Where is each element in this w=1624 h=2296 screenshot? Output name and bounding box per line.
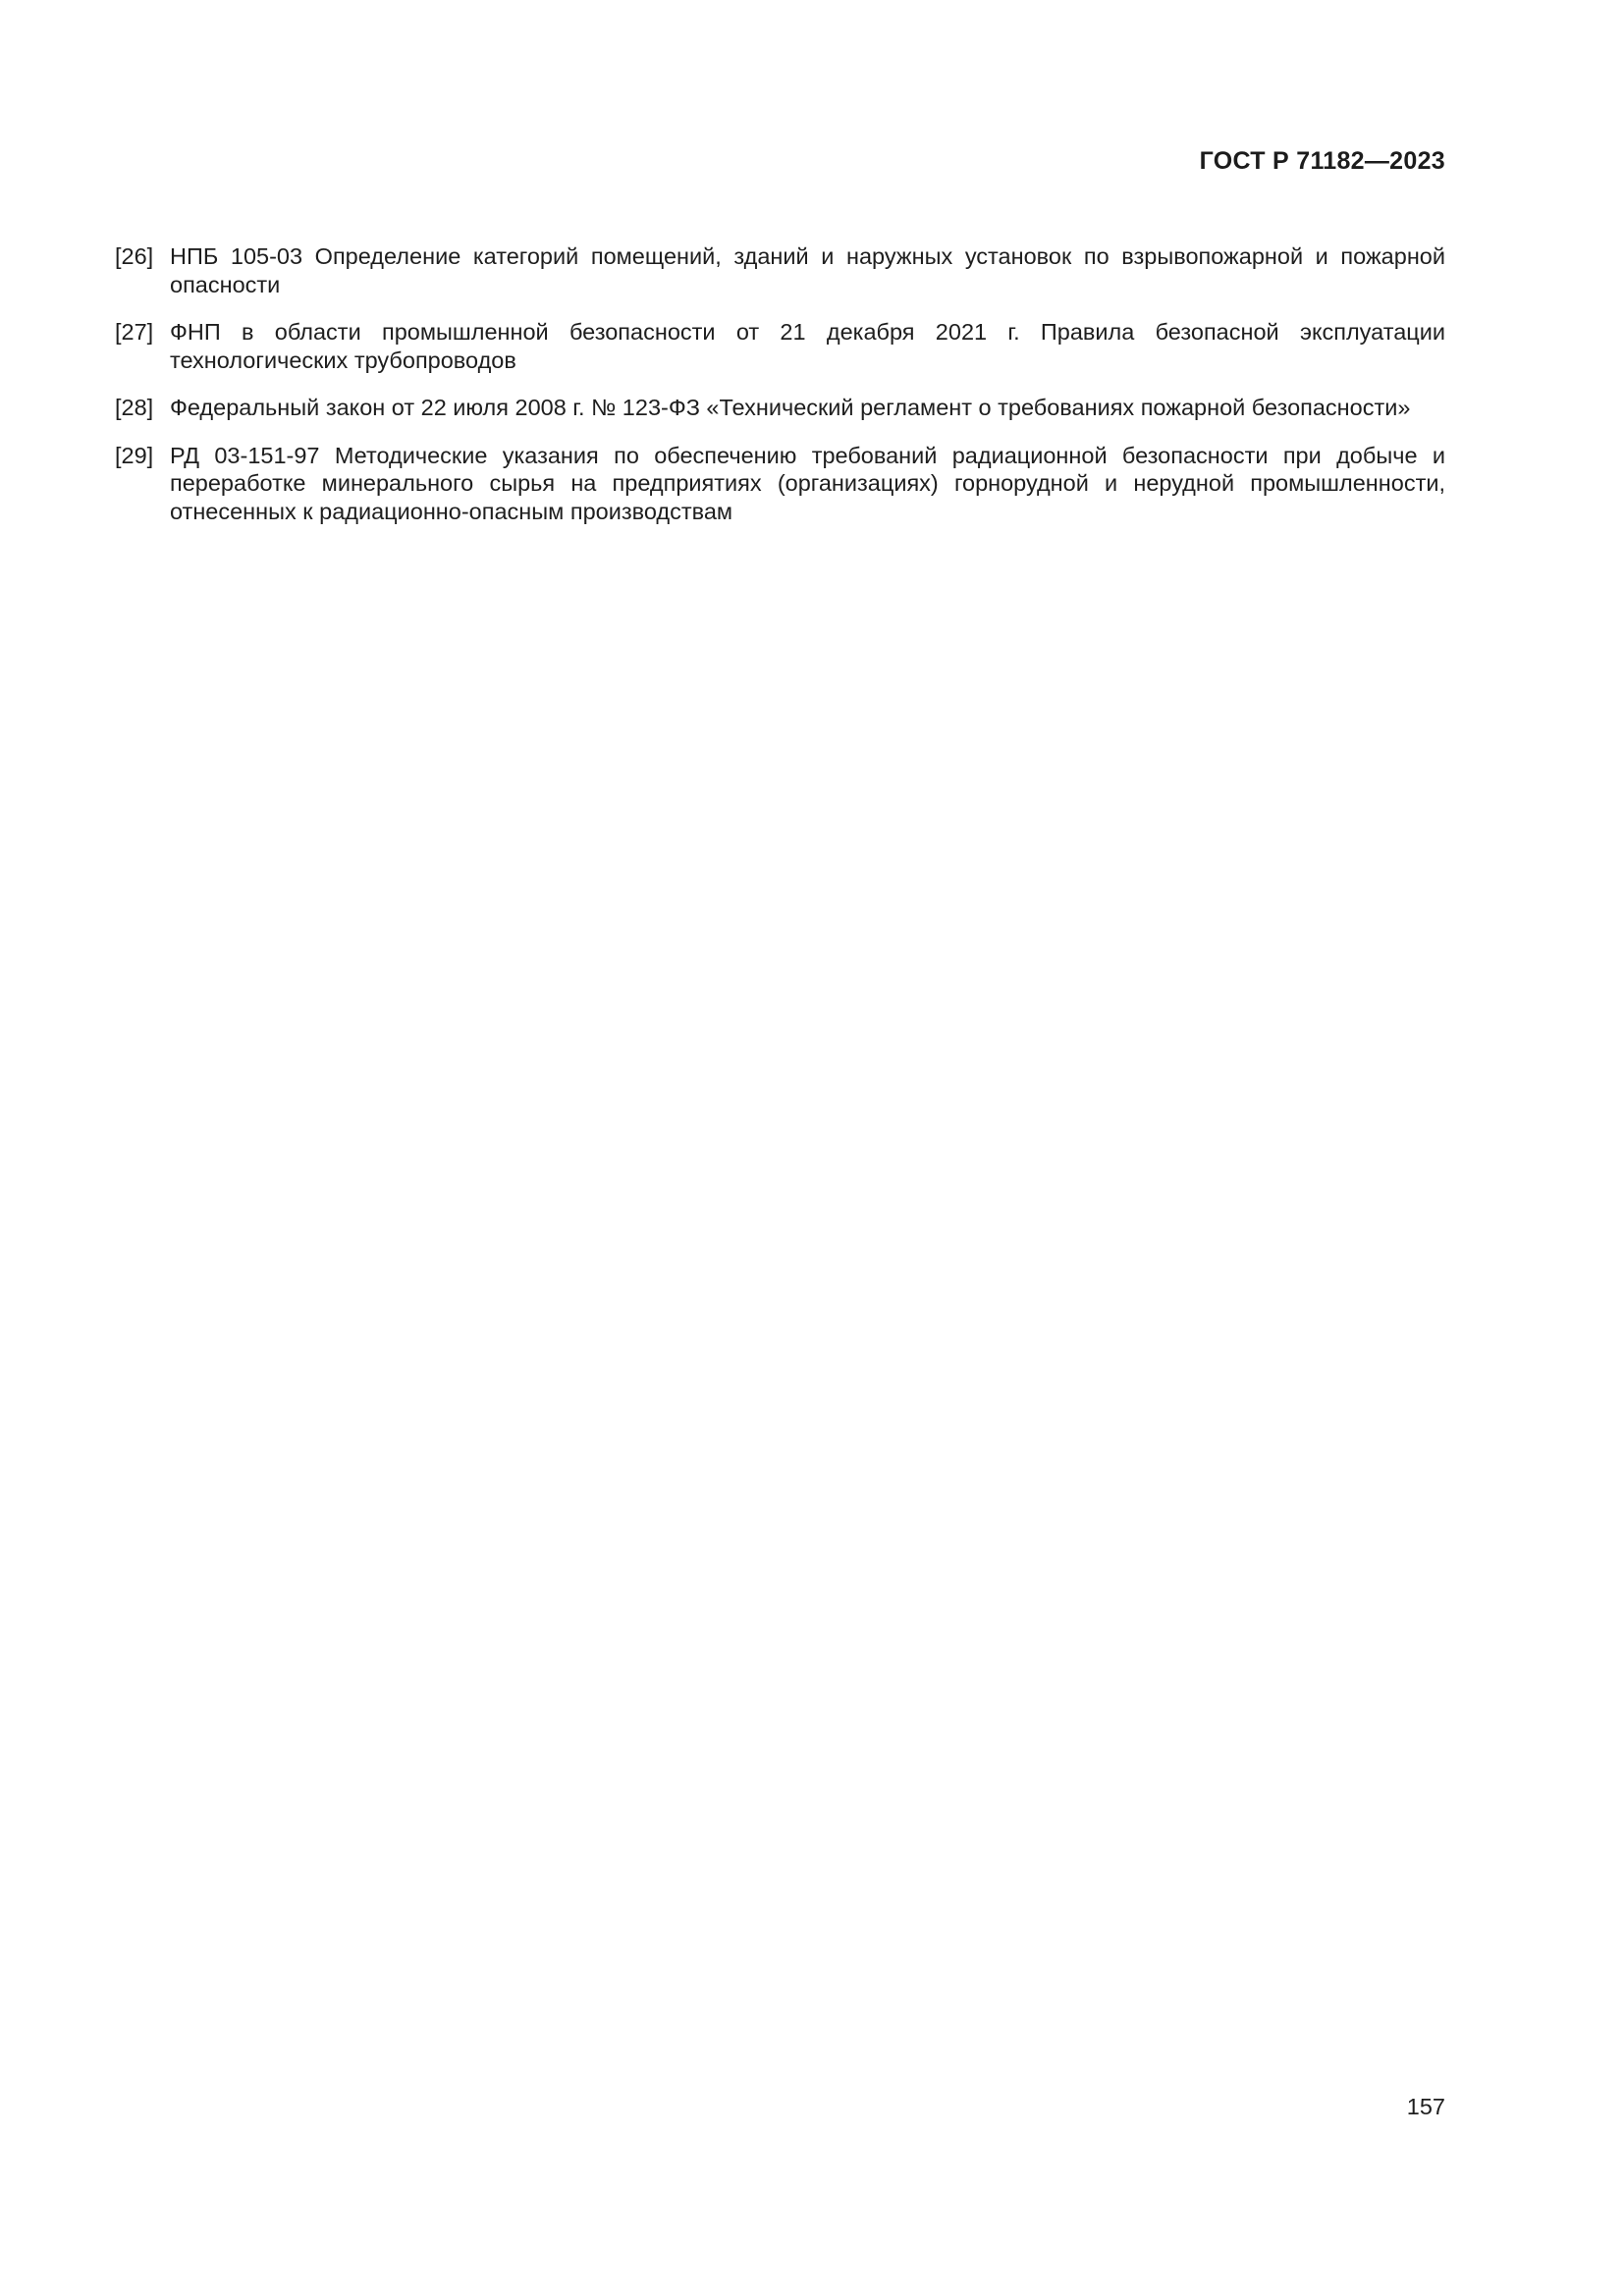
reference-number: [27] — [115, 319, 154, 345]
reference-text: РД 03-151-97 Методические указания по обеспечению требований радиационной безопасности при добыче и переработке минерального сырья на предприятиях (организациях) горнорудной и нерудной промышленности, отнесенных к радиационно-опасным производствам — [170, 442, 1445, 524]
page-number: 157 — [1406, 2094, 1445, 2119]
reference-number: [26] — [115, 243, 154, 269]
bibliography-item-26 — [115, 242, 1445, 298]
bibliography-item-27 — [115, 318, 1445, 374]
reference-number: [28] — [115, 395, 154, 420]
bibliography-item-28 — [115, 394, 1445, 422]
document-code-header: ГОСТ Р 71182—2023 — [1199, 147, 1445, 175]
reference-text: ФНП в области промышленной безопасности от 21 декабря 2021 г. Правила безопасной эксплуатации технологических трубопроводов — [170, 319, 1445, 373]
reference-text: Федеральный закон от 22 июля 2008 г. № 123-ФЗ «Технический регламент о требованиях пожарной безопасности» — [170, 395, 1411, 420]
bibliography-item-29 — [115, 442, 1445, 526]
bibliography-list — [115, 242, 1445, 545]
reference-number: [29] — [115, 442, 154, 468]
reference-text: НПБ 105-03 Определение категорий помещений, зданий и наружных установок по взрывопожарной и пожарной опасности — [170, 243, 1445, 297]
